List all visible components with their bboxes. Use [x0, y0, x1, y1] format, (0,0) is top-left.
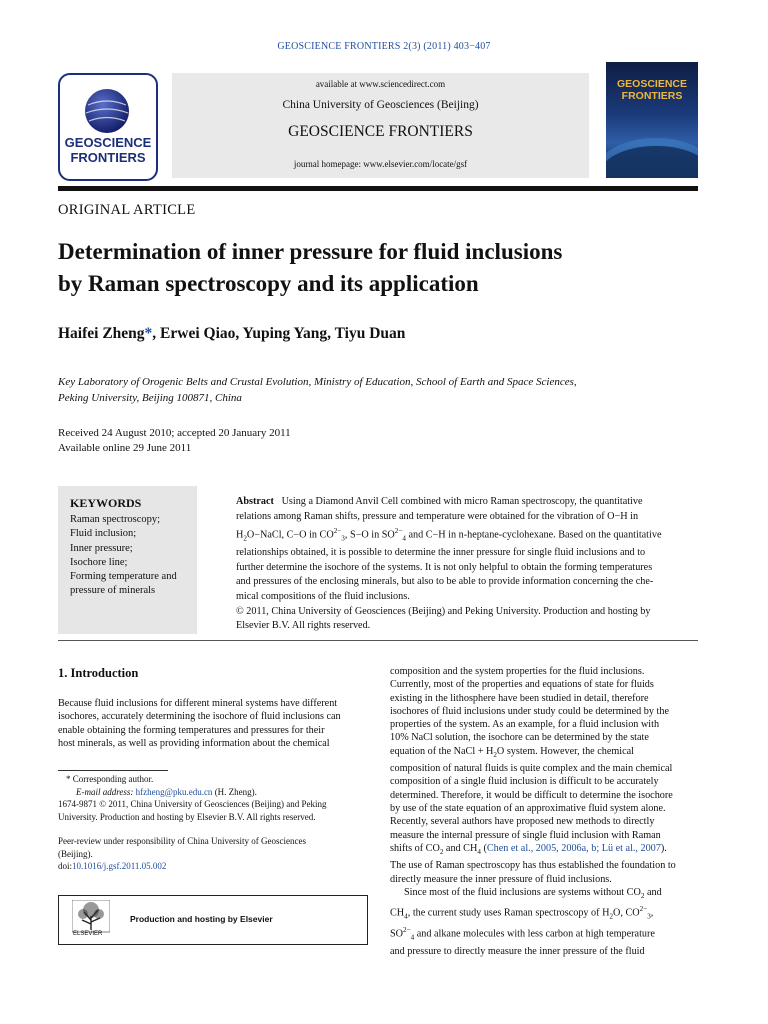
article-dates: [58, 426, 291, 455]
keyword: Raman spectroscopy;: [70, 514, 161, 525]
author-name: Haifei Zheng: [58, 325, 145, 342]
corresponding-author-note: * Corresponding author.: [66, 774, 154, 784]
available-at-link[interactable]: available at www.sciencedirect.com: [315, 79, 446, 89]
elsevier-logo-text: ELSEVIER: [73, 931, 103, 937]
publisher-name: China University of Geosciences (Beijing): [282, 99, 479, 111]
keywords-list: [70, 513, 177, 599]
issn: 1674-9871 © 2011, China University of Geosciences (Beijing) and Peking: [58, 799, 327, 809]
keyword: pressure of minerals: [70, 585, 156, 597]
affiliation: Key Laboratory of Orogenic Belts and Crustal Evolution, Ministry of Education, School of Earth and Space Sciences, Peking University, Beijing 100871, China: [58, 376, 577, 404]
keyword: Isochore line;: [70, 556, 128, 568]
article-title: Determination of inner pressure for fluid inclusions by Raman spectroscopy and its application: [58, 239, 563, 296]
elsevier-box: [58, 895, 368, 945]
globe-icon: [60, 75, 156, 135]
abstract-rule: [58, 640, 698, 641]
reference-link[interactable]: Chen et al., 2005, 2006a, b; Lü et al., 2007: [486, 842, 661, 854]
intro-left-column: Because fluid inclusions for different mineral systems have different isochores, accurately determining the isochore of fluid inclusions can enable obtaining the forming temperatures and pressures for their host minerals, as well as providing information about the chemical: [58, 698, 341, 749]
corresponding-author-link[interactable]: *: [144, 325, 153, 342]
keywords-box: [58, 486, 197, 634]
peer-review-note: Peer-review under responsibility of China University of Geosciences: [58, 836, 307, 846]
abstract: Abstract Using a Diamond Anvil Cell combined with micro Raman spectroscopy, the quantitative relations among Raman shifts, pressure and temperature were obtained for the vibration of O−H in $H_2O-NaCl$, C−O in $CO^{2-}_3$, S−O in $SO^{2-}_4$ and C−H in n-heptane-cyclohexane. Based on the quantitative relationships obtained, it is possible to determine the inner pressure for single fluid inclusions and to further determine the isochore of the systems. It is not only helpful to obtain the forming temperatures and pressures of the enclosing minerals, but also to be able to provide information concerning the che- mical compositions of the fluid inclusions. © 2011, China University of Geosciences (Beijing) and Peking University. Production and hosting by Elsevier B.V. All rights reserved.: [236, 495, 698, 634]
online-date: Available online 29 June 2011: [58, 441, 192, 454]
received-date: Received 24 August 2010; accepted 20 January 2011: [58, 427, 291, 439]
earth-icon: [606, 62, 698, 178]
journal-homepage-link[interactable]: journal homepage: www.elsevier.com/locate/gsf: [293, 159, 468, 169]
journal-name: GEOSCIENCE FRONTIERS: [288, 123, 473, 140]
journal-citation[interactable]: GEOSCIENCE FRONTIERS 2(3) (2011) 403−407: [277, 41, 491, 52]
section-heading: 1. Introduction: [58, 666, 139, 680]
elsevier-hosting-text: Production and hosting by Elsevier: [130, 914, 273, 924]
email-link[interactable]: hfzheng@pku.edu.cn: [135, 786, 213, 797]
keyword: Fluid inclusion;: [70, 528, 137, 540]
intro-right-column: composition and the system properties for the fluid inclusions. Currently, most of the properties and equations of state for fluids existing in the lithosphere have been studied in detail, therefore isochores of fluid inclusions under study could be determined by the properties of the system. As an example, for a fluid inclusion with 10% NaCl solution, the isochore can be determined by the state equation of the NaCl + $H_2O$ system. However, the chemical composition of natural fluids is quite complex and the main chemical composition of a single fluid inclusion is difficult to be accurately determined. Therefore, it would be difficult to determine the isochore by use of the state equation of an approximative fluid system alone. Recently, several authors have proposed new methods to directly measure the internal pressure of single fluid inclusion with Raman shifts of $CO_2$ and $CH_4$ (Chen et al., 2005, 2006a, b; Lü et al., 2007). The use of Raman spectroscopy has thus established the foundation to directly measure the inner pressure of fluid inclusions. Since most of the fluid inclusions are systems without $CO_2$ and $CH_4$, the current study uses Raman spectroscopy of $H_2O$, $CO^{2-}_3$, $SO^{2-}_4$ and alkane molecules with less carbon at high temperature and pressure to directly measure the inner pressure of the fluid: [390, 666, 676, 957]
logo-wordmark: GEOSCIENCE FRONTIERS: [64, 135, 152, 165]
footnotes: * Corresponding author. E-mail address: hfzheng@pku.edu.cn (H. Zheng). 1674-9871 © 2011, China University of Geosciences (Beijing) and Peking University. Production and hosting by Elsevier B.V. All rights reserved. Peer-review under responsibility of China University of Geosciences (Beijing). doi:10.1016/j.gsf.2011.05.002: [58, 773, 366, 873]
abstract-label: Abstract: [236, 496, 274, 507]
article-type: ORIGINAL ARTICLE: [58, 202, 196, 218]
header-rule: [58, 186, 698, 191]
keyword: Forming temperature and: [70, 571, 177, 583]
copyright: © 2011, China University of Geosciences (Beijing) and Peking University. Production and hosting by: [236, 605, 651, 617]
journal-banner: [172, 73, 589, 178]
keywords-title: KEYWORDS: [70, 496, 142, 510]
doi-link[interactable]: 10.1016/j.gsf.2011.05.002: [72, 861, 167, 871]
author-names: , Erwei Qiao, Yuping Yang, Tiyu Duan: [152, 325, 406, 342]
author-list: [58, 325, 405, 343]
journal-cover-image: GEOSCIENCE FRONTIERS: [606, 62, 698, 178]
keyword: Inner pressure;: [70, 542, 133, 554]
footnote-rule: [58, 770, 168, 771]
